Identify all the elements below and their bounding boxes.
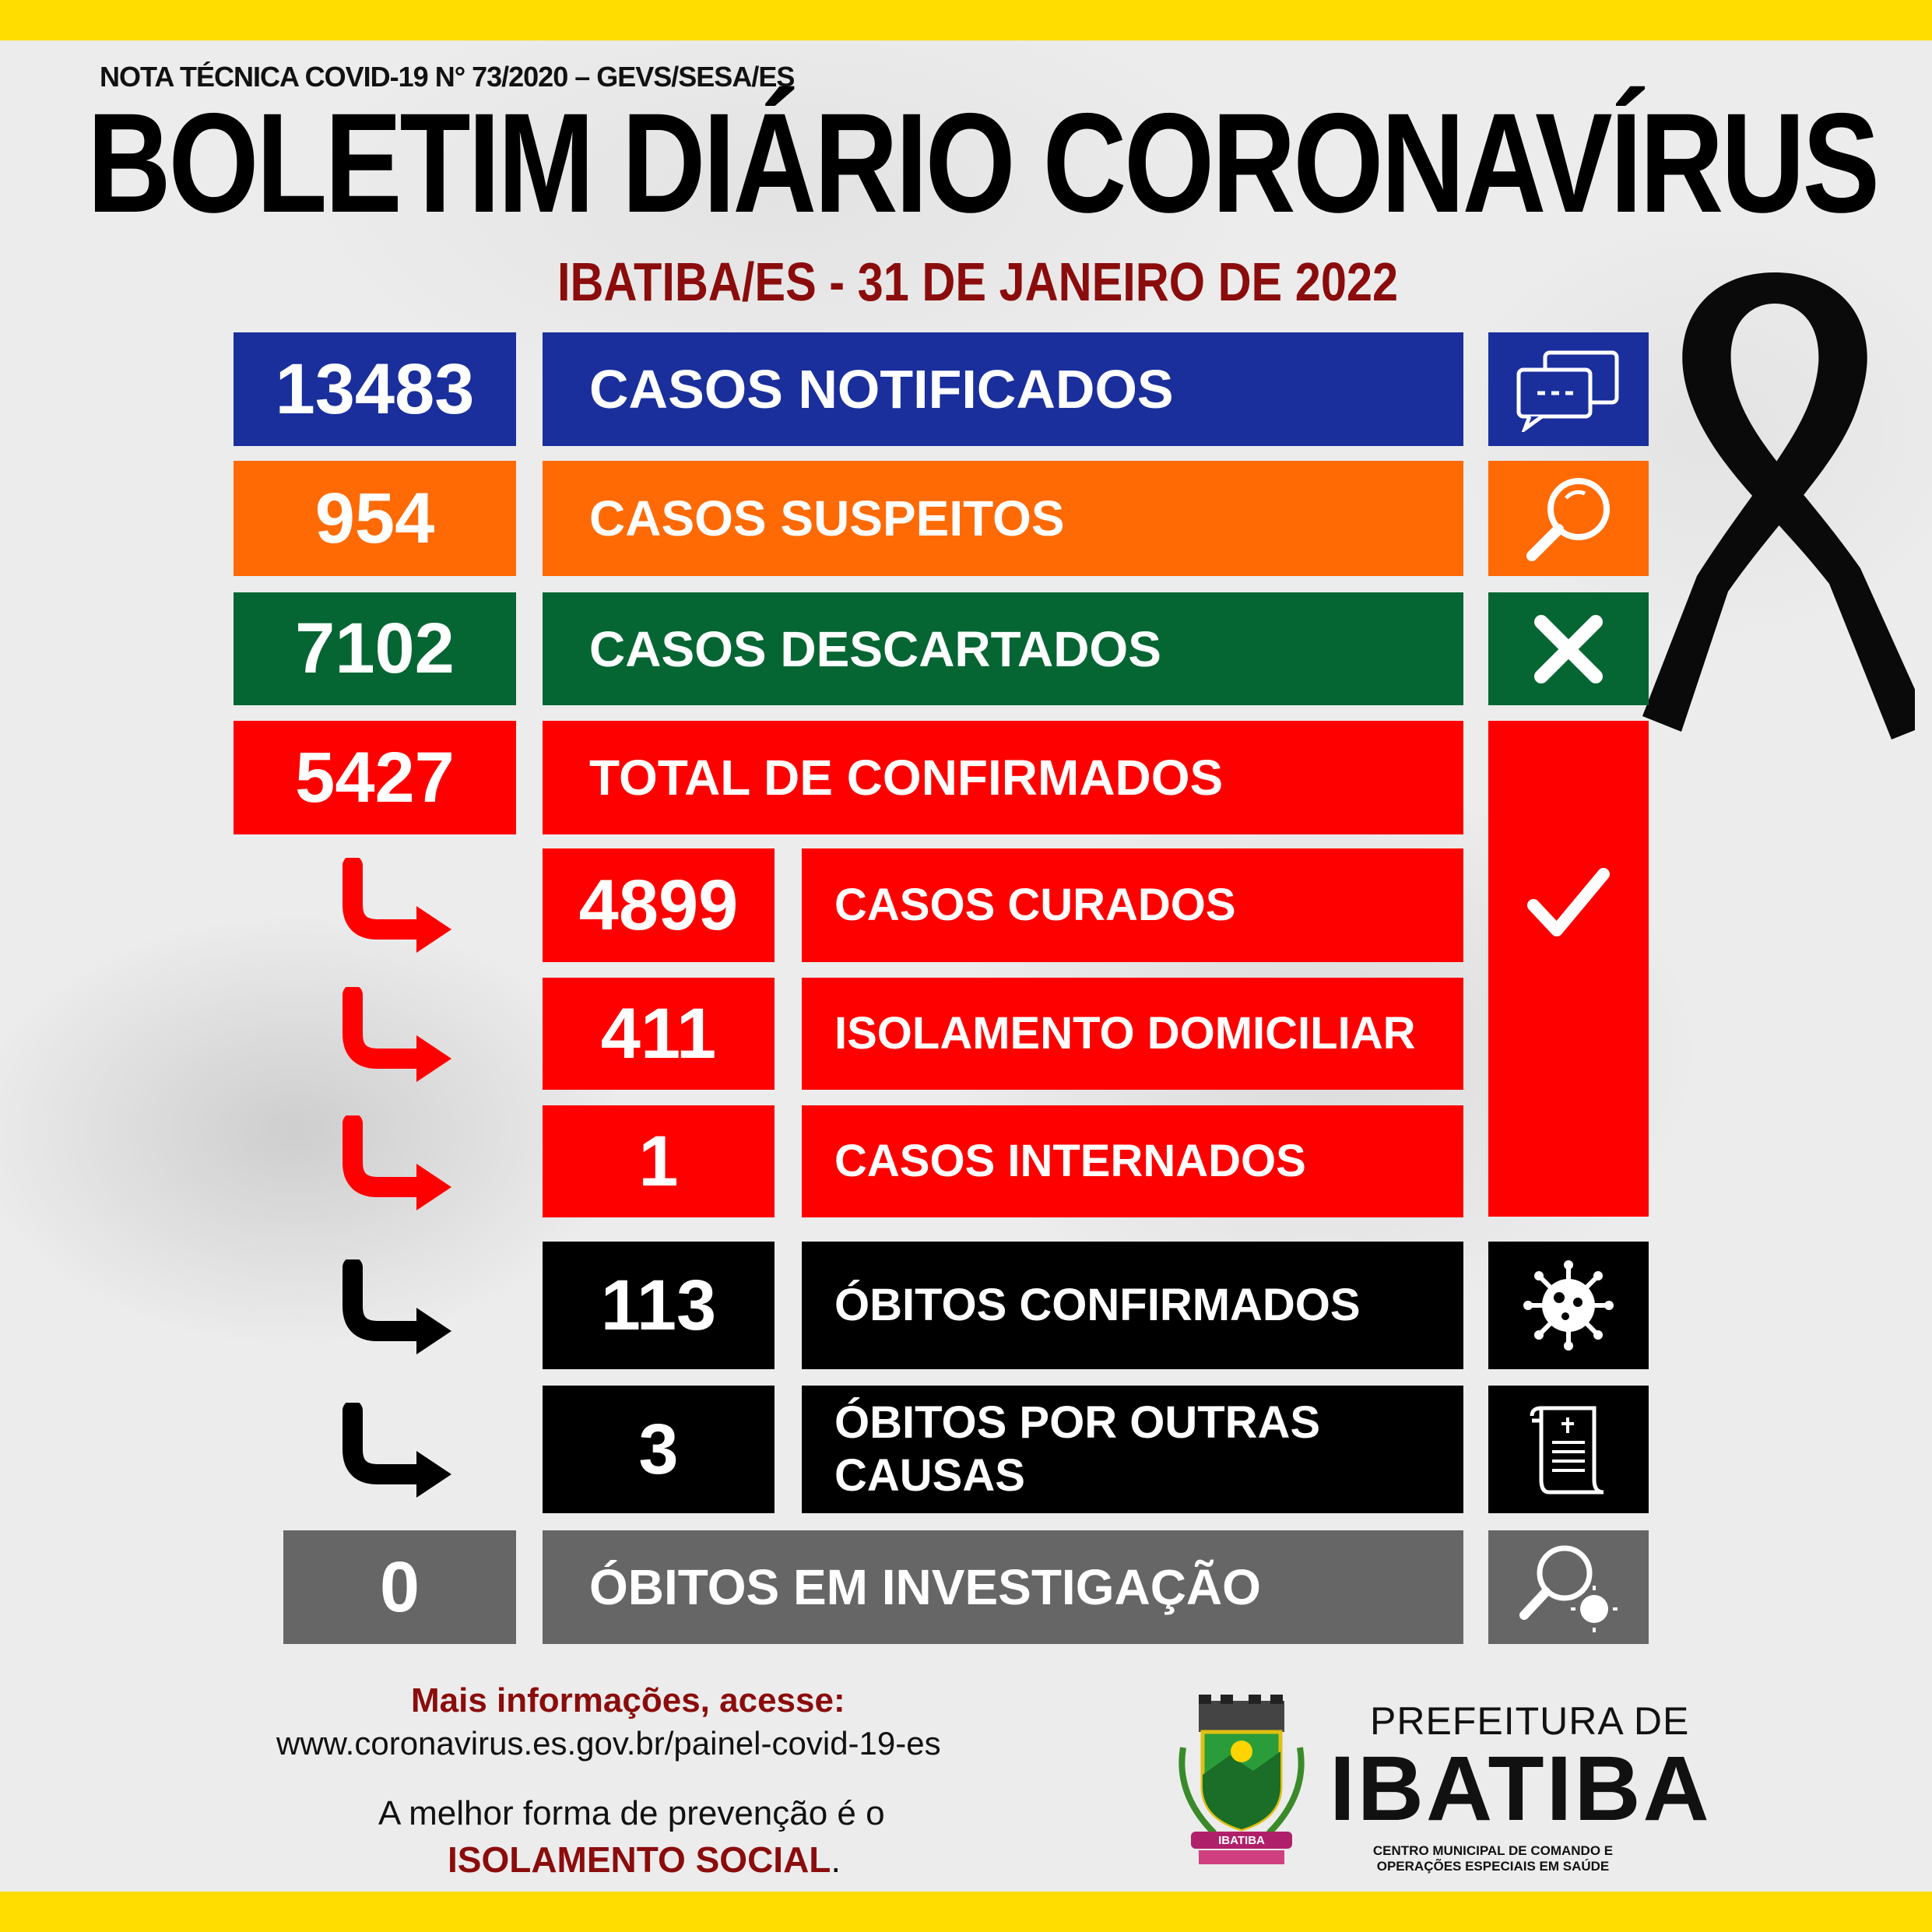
notificados-value: 13483 — [234, 332, 516, 446]
virus-icon — [1488, 1242, 1649, 1369]
check-icon — [1488, 721, 1649, 1217]
investigacao-label: ÓBITOS EM INVESTIGAÇÃO — [543, 1530, 1463, 1644]
info-url[interactable]: www.coronavirus.es.gov.br/painel-covid-19-es — [276, 1725, 941, 1762]
obitos-label: ÓBITOS CONFIRMADOS — [802, 1242, 1463, 1369]
prevention-text: A melhor forma de prevenção é o — [378, 1794, 885, 1832]
obitos-value: 113 — [543, 1242, 775, 1369]
isolamento-label: ISOLAMENTO DOMICILIAR — [802, 978, 1463, 1090]
magnifier-icon — [1488, 461, 1649, 576]
internados-value: 1 — [543, 1105, 775, 1217]
descartados-value: 7102 — [234, 592, 516, 705]
isolation-period: . — [831, 1839, 841, 1880]
arrow-icon — [339, 1115, 455, 1217]
nota-tecnica: NOTA TÉCNICA COVID-19 N° 73/2020 – GEVS/SESA/ES — [100, 61, 795, 93]
page-subtitle: IBATIBA/ES - 31 DE JANEIRO DE 2022 — [557, 251, 1399, 312]
top-stripe — [0, 0, 1932, 40]
investigacao-value: 0 — [283, 1530, 516, 1644]
bottom-stripe — [0, 1892, 1932, 1932]
arrow-icon — [339, 1403, 455, 1504]
isolation-text — [448, 1839, 841, 1881]
arrow-icon — [339, 987, 455, 1088]
descartados-label: CASOS DESCARTADOS — [543, 592, 1463, 705]
notificados-label: CASOS NOTIFICADOS — [543, 332, 1463, 446]
arrow-icon — [339, 1259, 455, 1361]
prefeitura-line1: PREFEITURA DE — [1370, 1699, 1690, 1743]
prefeitura-subtitle: CENTRO MUNICIPAL DE COMANDO E OPERAÇÕES ESPECIAIS EM SAÚDE — [1372, 1843, 1614, 1874]
outras-value: 3 — [543, 1386, 775, 1513]
isolation-highlight: ISOLAMENTO SOCIAL — [448, 1839, 831, 1880]
mourning-ribbon-icon — [1635, 257, 1915, 747]
info-title: Mais informações, acesse: — [411, 1681, 845, 1719]
isolamento-value: 411 — [543, 978, 775, 1090]
arrow-icon — [339, 858, 455, 959]
curados-label: CASOS CURADOS — [802, 848, 1463, 962]
page-title: BOLETIM DIÁRIO CORONAVÍRUS — [87, 83, 1878, 242]
internados-label: CASOS INTERNADOS — [802, 1105, 1463, 1217]
outras-label: ÓBITOS POR OUTRAS CAUSAS — [802, 1386, 1463, 1513]
confirmados-label: TOTAL DE CONFIRMADOS — [543, 721, 1463, 834]
confirmados-value: 5427 — [234, 721, 516, 834]
suspeitos-value: 954 — [234, 461, 516, 576]
magnifier-virus-icon — [1488, 1530, 1649, 1644]
suspeitos-label: CASOS SUSPEITOS — [543, 461, 1463, 576]
curados-value: 4899 — [543, 848, 775, 962]
svg-text:IBATIBA: IBATIBA — [1218, 1834, 1265, 1847]
chat-bubbles-icon — [1488, 332, 1649, 446]
prefeitura-name: IBATIBA — [1330, 1737, 1712, 1840]
certificate-icon — [1488, 1386, 1649, 1513]
x-mark-icon — [1488, 592, 1649, 705]
city-coat-of-arms-logo — [1168, 1693, 1316, 1872]
